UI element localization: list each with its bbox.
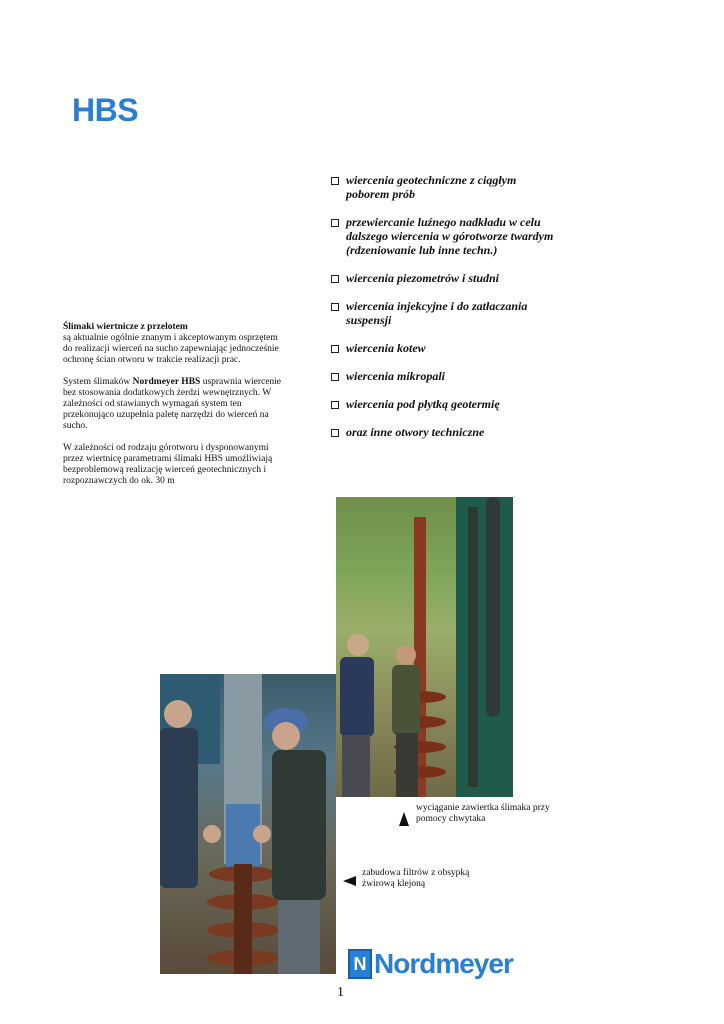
filter-installation-photo: [160, 674, 336, 974]
list-item: [331, 299, 601, 327]
checkbox-square-icon: [331, 177, 339, 185]
checkbox-square-icon: [331, 401, 339, 409]
nordmeyer-wordmark: Nordmeyer: [374, 948, 513, 979]
paragraph-system: [63, 377, 285, 432]
description-text: [63, 322, 285, 498]
list-item-text: wiercenia injekcyjne i do zatłaczania suspensji: [346, 299, 528, 327]
hbs-logo: HBS: [72, 92, 139, 128]
caption-lower: zabudowa filtrów z obsypką żwirową klejoną: [362, 868, 470, 889]
paragraph-intro: [63, 322, 285, 366]
list-item-text: wiercenia mikropali: [346, 369, 445, 383]
filter-installation-photo-illustration: [160, 674, 336, 974]
arrow-left-icon: [343, 876, 356, 886]
list-item: [331, 215, 601, 257]
list-item-text: wiercenia kotew: [346, 341, 426, 355]
caption-upper: wyciąganie zawiertka ślimaka przy pomocy chwytaka: [416, 803, 550, 824]
paragraph-body: System ślimaków: [63, 377, 133, 387]
checkbox-square-icon: [331, 303, 339, 311]
paragraph-depth: [63, 443, 285, 487]
list-item: [331, 397, 601, 411]
drilling-rig-photo: [336, 497, 513, 797]
list-item: [331, 425, 601, 439]
paragraph-body: W zależności od rodzaju górotworu i dysponowanymi przez wiertnicę parametrami ślimaki HBS umożliwiają bezproblemową realizację wierceń geotechnicznych i rozpoznawczych do ok. 30 m: [63, 443, 273, 486]
checkbox-square-icon: [331, 429, 339, 437]
list-item: [331, 173, 601, 201]
arrow-up-icon: [399, 812, 409, 826]
list-item-text: wiercenia piezometrów i studni: [346, 271, 500, 285]
list-item-text: wiercenia geotechniczne z ciągłym poborem prób: [346, 173, 517, 201]
page-number: 1: [337, 985, 344, 1000]
checkbox-square-icon: [331, 345, 339, 353]
list-item-text: wiercenia pod płytką geotermię: [346, 397, 500, 411]
list-item-text: oraz inne otwory techniczne: [346, 425, 485, 439]
drilling-rig-photo-illustration: [336, 497, 513, 797]
checkbox-square-icon: [331, 219, 339, 227]
checkbox-square-icon: [331, 373, 339, 381]
checkbox-square-icon: [331, 275, 339, 283]
brand-name-inline: Nordmeyer HBS: [132, 377, 201, 387]
list-item: [331, 369, 601, 383]
list-item-text: przewiercanie luźnego nadkładu w celu dalszego wiercenia w górotworze twardym (rdzeniowanie lub inne techn.): [346, 215, 554, 257]
paragraph-body: usprawnia wiercenie bez stosowania dodatkowych żerdzi wewnętrznych. W zależności od stawianych wymagań system ten przekonująco uzupełnia paletę narzędzi do wierceń na sucho.: [63, 377, 282, 431]
nordmeyer-logo: [348, 948, 513, 980]
list-item: [331, 271, 601, 285]
paragraph-title: Ślimaki wiertnicze z przelotem: [63, 322, 188, 332]
list-item: [331, 341, 601, 355]
nordmeyer-badge-icon: N: [348, 949, 372, 979]
application-list: [331, 173, 601, 453]
paragraph-body: są aktualnie ogólnie znanym i akceptowanym osprzętem do realizacji wierceń na sucho zapewniając jednocześnie ochronę ścian otworu w trakcie realizacji prac.: [63, 333, 279, 365]
